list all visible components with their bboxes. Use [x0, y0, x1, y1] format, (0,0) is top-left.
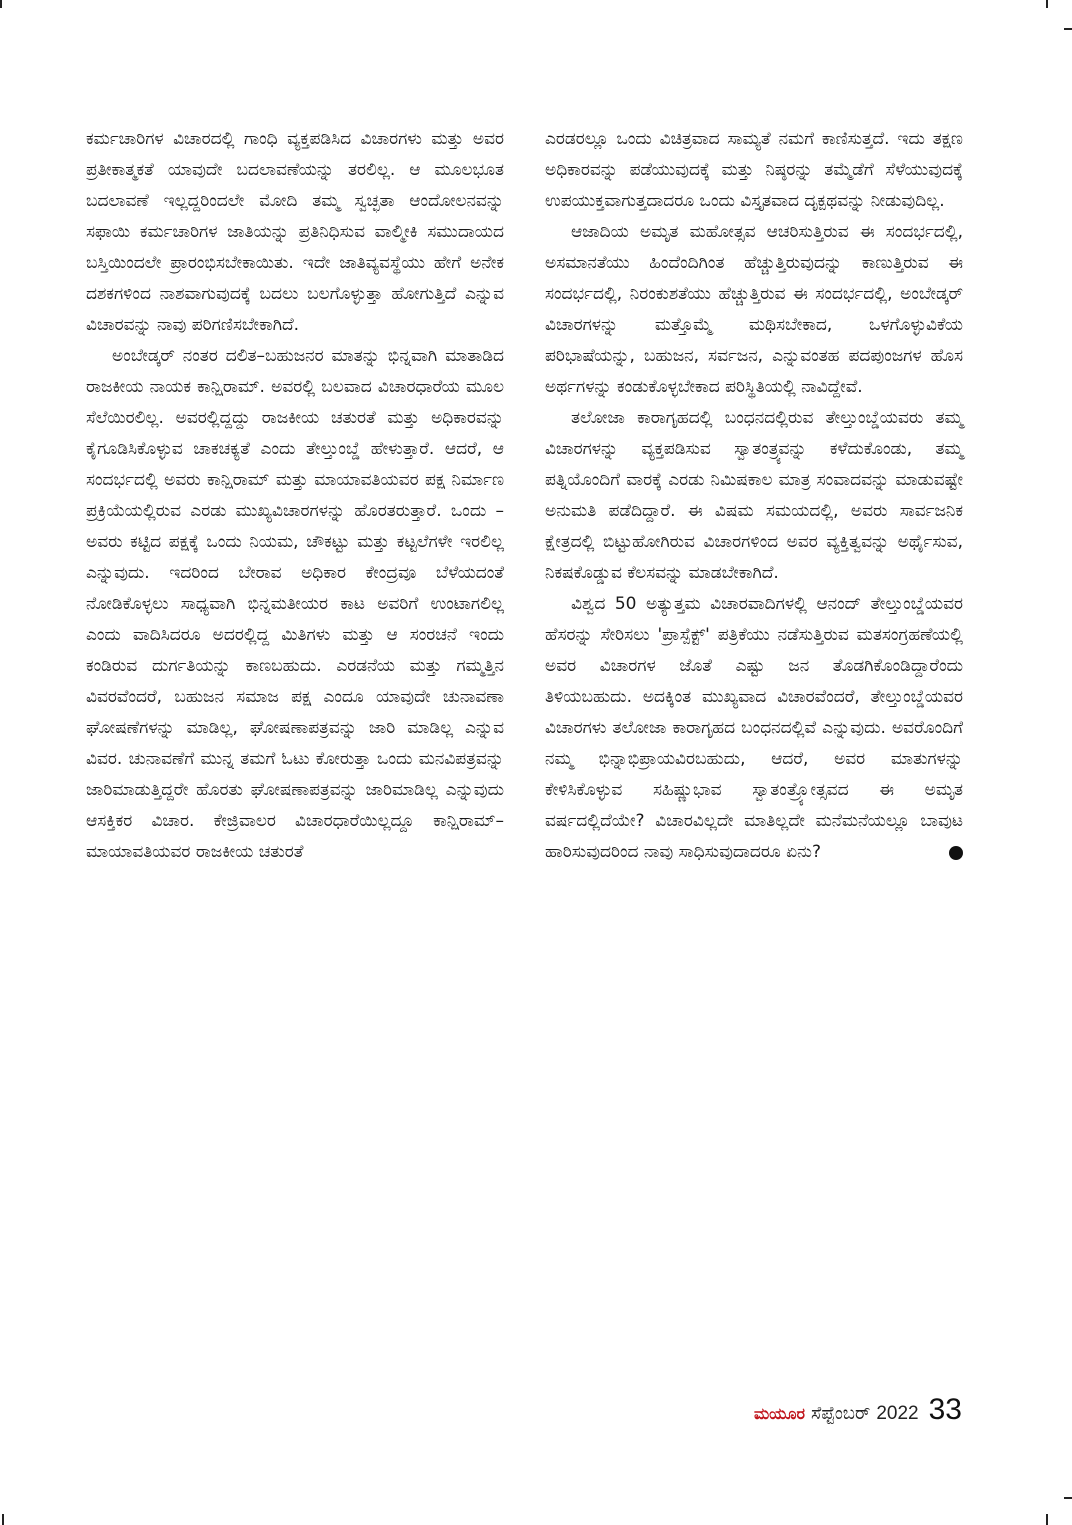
left-paragraph-1: ಕರ್ಮಚಾರಿಗಳ ವಿಚಾರದಲ್ಲಿ ಗಾಂಧಿ ವ್ಯಕ್ತಪಡಿಸಿದ ವಿಚಾರಗಳು ಮತ್ತು ಅವರ ಪ್ರತೀಕಾತ್ಮಕತೆ ಯಾವುದೇ ಬದಲಾವಣೆಯನ್ನು ತರಲಿಲ್ಲ. ಆ ಮೂಲಭೂತ ಬದಲಾವಣೆ ಇಲ್ಲದ್ದರಿಂದಲೇ ಮೋದಿ ತಮ್ಮ ಸ್ವಚ್ಛತಾ ಆಂದೋಲನವನ್ನು ಸಫಾಯಿ ಕರ್ಮಚಾರಿಗಳ ಜಾತಿಯನ್ನು ಪ್ರತಿನಿಧಿಸುವ ವಾಲ್ಮೀಕಿ ಸಮುದಾಯದ ಬಸ್ತಿಯಿಂದಲೇ ಪ್ರಾರಂಭಿಸಬೇಕಾಯಿತು. ಇದೇ ಜಾತಿವ್ಯವಸ್ಥೆಯು ಹೇಗೆ ಅನೇಕ ದಶಕಗಳಿಂದ ನಾಶವಾಗುವುದಕ್ಕೆ ಬದಲು ಬಲಗೊಳ್ಳುತ್ತಾ ಹೋಗುತ್ತಿದೆ ಎನ್ನುವ ವಿಚಾರವನ್ನು ನಾವು ಪರಿಗಣಿಸಬೇಕಾಗಿದೆ.	[86, 129, 504, 335]
right-paragraph-4-text: ವಿಶ್ವದ 50 ಅತ್ಯುತ್ತಮ ವಿಚಾರವಾದಿಗಳಲ್ಲಿ ಆನಂದ್ ತೇಲ್ತುಂಬ್ಡೆಯವರ ಹೆಸರನ್ನು ಸೇರಿಸಲು 'ಪ್ರಾಸ್ಪೆಕ್ಟ್' ಪತ್ರಿಕೆಯು ನಡೆಸುತ್ತಿರುವ ಮತಸಂಗ್ರಹಣೆಯಲ್ಲಿ ಅವರ ವಿಚಾರಗಳ ಜೊತೆ ಎಷ್ಟು ಜನ ತೊಡಗಿಕೊಂಡಿದ್ದಾರೆಂದು ತಿಳಿಯಬಹುದು. ಅದಕ್ಕಿಂತ ಮುಖ್ಯವಾದ ವಿಚಾರವೆಂದರೆ, ತೇಲ್ತುಂಬ್ಡೆಯವರ ವಿಚಾರಗಳು ತಲೋಜಾ ಕಾರಾಗೃಹದ ಬಂಧನದಲ್ಲಿವೆ ಎನ್ನುವುದು. ಅವರೊಂದಿಗೆ ನಮ್ಮ ಭಿನ್ನಾಭಿಪ್ರಾಯವಿರಬಹುದು, ಆದರೆ, ಅವರ ಮಾತುಗಳನ್ನು ಕೇಳಿಸಿಕೊಳ್ಳುವ ಸಹಿಷ್ಣುಭಾವ ಸ್ವಾತಂತ್ರ್ಯೋತ್ಸವದ ಈ ಅಮೃತ ವರ್ಷದಲ್ಲಿದೆಯೇ? ವಿಚಾರವಿಲ್ಲದೇ ಮಾತಿಲ್ಲದೇ ಮನೆಮನೆಯಲ್ಲೂ ಬಾವುಟ ಹಾರಿಸುವುದರಿಂದ ನಾವು ಸಾಧಿಸುವುದಾದರೂ ಏನು?	[545, 594, 963, 862]
footer-year: 2022	[876, 1403, 919, 1424]
right-paragraph-3: ತಲೋಜಾ ಕಾರಾಗೃಹದಲ್ಲಿ ಬಂಧನದಲ್ಲಿರುವ ತೇಲ್ತುಂಬ್ಡೆಯವರು ತಮ್ಮ ವಿಚಾರಗಳನ್ನು ವ್ಯಕ್ತಪಡಿಸುವ ಸ್ವಾತಂತ್ರ್ಯವನ್ನು ಕಳೆದುಕೊಂಡು, ತಮ್ಮ ಪತ್ನಿಯೊಂದಿಗೆ ವಾರಕ್ಕೆ ಎರಡು ನಿಮಿಷಕಾಲ ಮಾತ್ರ ಸಂವಾದವನ್ನು ಮಾಡುವಷ್ಟೇ ಅನುಮತಿ ಪಡೆದಿದ್ದಾರೆ. ಈ ವಿಷಮ ಸಮಯದಲ್ಲಿ, ಅವರು ಸಾರ್ವಜನಿಕ ಕ್ಷೇತ್ರದಲ್ಲಿ ಬಿಟ್ಟುಹೋಗಿರುವ ವಿಚಾರಗಳಿಂದ ಅವರ ವ್ಯಕ್ತಿತ್ವವನ್ನು ಅರ್ಥೈಸುವ, ನಿಕಷಕೊಡ್ಡುವ ಕೆಲಸವನ್ನು ಮಾಡಬೇಕಾಗಿದೆ.	[545, 408, 963, 583]
right-paragraph-4	[545, 589, 963, 868]
crop-mark-bottom-left	[2, 1514, 4, 1525]
page-number: 33	[928, 1393, 962, 1426]
crop-mark-right-lower	[1064, 1497, 1072, 1499]
right-paragraph-1: ಎರಡರಲ್ಲೂ ಒಂದು ವಿಚಿತ್ರವಾದ ಸಾಮ್ಯತೆ ನಮಗೆ ಕಾಣಿಸುತ್ತದೆ. ಇದು ತಕ್ಷಣ ಅಧಿಕಾರವನ್ನು ಪಡೆಯುವುದಕ್ಕೆ ಮತ್ತು ನಿಷ್ಠರನ್ನು ತಮ್ಮೆಡೆಗೆ ಸೆಳೆಯುವುದಕ್ಕೆ ಉಪಯುಕ್ತವಾಗುತ್ತದಾದರೂ ಒಂದು ವಿಸ್ತೃತವಾದ ದೃಕ್ಪಥವನ್ನು ನೀಡುವುದಿಲ್ಲ.	[545, 129, 963, 211]
crop-mark-right-upper	[1064, 28, 1072, 30]
crop-mark-top-right	[1046, 0, 1048, 8]
crop-mark-bottom-right	[1046, 1514, 1048, 1525]
footer-month: ಸೆಪ್ಟೆಂಬರ್	[810, 1403, 871, 1424]
left-paragraph-2: ಅಂಬೇಡ್ಕರ್ ನಂತರ ದಲಿತ–ಬಹುಜನರ ಮಾತನ್ನು ಭಿನ್ನವಾಗಿ ಮಾತಾಡಿದ ರಾಜಕೀಯ ನಾಯಕ ಕಾನ್ಷಿರಾಮ್. ಅವರಲ್ಲಿ ಬಲವಾದ ವಿಚಾರಧಾರೆಯ ಮೂಲ ಸೆಲೆಯಿರಲಿಲ್ಲ. ಅವರಲ್ಲಿದ್ದದ್ದು ರಾಜಕೀಯ ಚತುರತೆ ಮತ್ತು ಅಧಿಕಾರವನ್ನು ಕೈಗೂಡಿಸಿಕೊಳ್ಳುವ ಚಾಕಚಕ್ಯತೆ ಎಂದು ತೇಲ್ತುಂಬ್ಡೆ ಹೇಳುತ್ತಾರೆ. ಆದರೆ, ಆ ಸಂದರ್ಭದಲ್ಲಿ ಅವರು ಕಾನ್ಷಿರಾಮ್ ಮತ್ತು ಮಾಯಾವತಿಯವರ ಪಕ್ಷ ನಿರ್ಮಾಣ ಪ್ರಕ್ರಿಯೆಯಲ್ಲಿರುವ ಎರಡು ಮುಖ್ಯವಿಚಾರಗಳನ್ನು ಹೊರತರುತ್ತಾರೆ. ಒಂದು – ಅವರು ಕಟ್ಟಿದ ಪಕ್ಷಕ್ಕೆ ಒಂದು ನಿಯಮ, ಚೌಕಟ್ಟು ಮತ್ತು ಕಟ್ಟಲೆಗಳೇ ಇರಲಿಲ್ಲ ಎನ್ನುವುದು. ಇದರಿಂದ ಬೇರಾವ ಅಧಿಕಾರ ಕೇಂದ್ರವೂ ಬೆಳೆಯದಂತೆ ನೋಡಿಕೊಳ್ಳಲು ಸಾಧ್ಯವಾಗಿ ಭಿನ್ನಮತೀಯರ ಕಾಟ ಅವರಿಗೆ ಉಂಟಾಗಲಿಲ್ಲ ಎಂದು ವಾದಿಸಿದರೂ ಅದರಲ್ಲಿದ್ದ ಮಿತಿಗಳು ಮತ್ತು ಆ ಸಂರಚನೆ ಇಂದು ಕಂಡಿರುವ ದುರ್ಗತಿಯನ್ನು ಕಾಣಬಹುದು. ಎರಡನೆಯ ಮತ್ತು ಗಮ್ಮತ್ತಿನ ವಿವರವೆಂದರೆ, ಬಹುಜನ ಸಮಾಜ ಪಕ್ಷ ಎಂದೂ ಯಾವುದೇ ಚುನಾವಣಾ ಘೋಷಣೆಗಳನ್ನು ಮಾಡಿಲ್ಲ, ಘೋಷಣಾಪತ್ರವನ್ನು ಜಾರಿ ಮಾಡಿಲ್ಲ ಎನ್ನುವ ವಿವರ. ಚುನಾವಣೆಗೆ ಮುನ್ನ ತಮಗೆ ಓಟು ಕೋರುತ್ತಾ ಒಂದು ಮನವಿಪತ್ರವನ್ನು ಜಾರಿಮಾಡುತ್ತಿದ್ದರೇ ಹೊರತು ಘೋಷಣಾಪತ್ರವನ್ನು ಜಾರಿಮಾಡಿಲ್ಲ ಎನ್ನುವುದು ಆಸಕ್ತಿಕರ ವಿಚಾರ. ಕೇಜ್ರಿವಾಲರ ವಿಚಾರಧಾರೆಯಿಲ್ಲದ್ದೂ ಕಾನ್ಷಿರಾಮ್–ಮಾಯಾವತಿಯವರ ರಾಜಕೀಯ ಚತುರತೆ	[86, 346, 504, 862]
page-footer	[754, 1393, 962, 1429]
end-of-article-bullet-icon	[949, 846, 963, 860]
crop-mark-top-left	[0, 0, 2, 8]
magazine-brand-logo: ಮಯೂರ	[753, 1404, 805, 1423]
right-paragraph-2: ಆಜಾದಿಯ ಅಮೃತ ಮಹೋತ್ಸವ ಆಚರಿಸುತ್ತಿರುವ ಈ ಸಂದರ್ಭದಲ್ಲಿ, ಅಸಮಾನತೆಯು ಹಿಂದೆಂದಿಗಿಂತ ಹೆಚ್ಚುತ್ತಿರುವುದನ್ನು ಕಾಣುತ್ತಿರುವ ಈ ಸಂದರ್ಭದಲ್ಲಿ, ನಿರಂಕುಶತೆಯು ಹೆಚ್ಚುತ್ತಿರುವ ಈ ಸಂದರ್ಭದಲ್ಲಿ, ಅಂಬೇಡ್ಕರ್ ವಿಚಾರಗಳನ್ನು ಮತ್ತೊಮ್ಮೆ ಮಥಿಸಬೇಕಾದ, ಒಳಗೊಳ್ಳುವಿಕೆಯ ಪರಿಭಾಷೆಯನ್ನು, ಬಹುಜನ, ಸರ್ವಜನ, ಎನ್ನುವಂತಹ ಪದಪುಂಜಗಳ ಹೊಸ ಅರ್ಥಗಳನ್ನು ಕಂಡುಕೊಳ್ಳಬೇಕಾದ ಪರಿಸ್ಥಿತಿಯಲ್ಲಿ ನಾವಿದ್ದೇವೆ.	[545, 222, 963, 397]
article-left-column	[86, 124, 504, 868]
article-right-column	[545, 124, 963, 868]
